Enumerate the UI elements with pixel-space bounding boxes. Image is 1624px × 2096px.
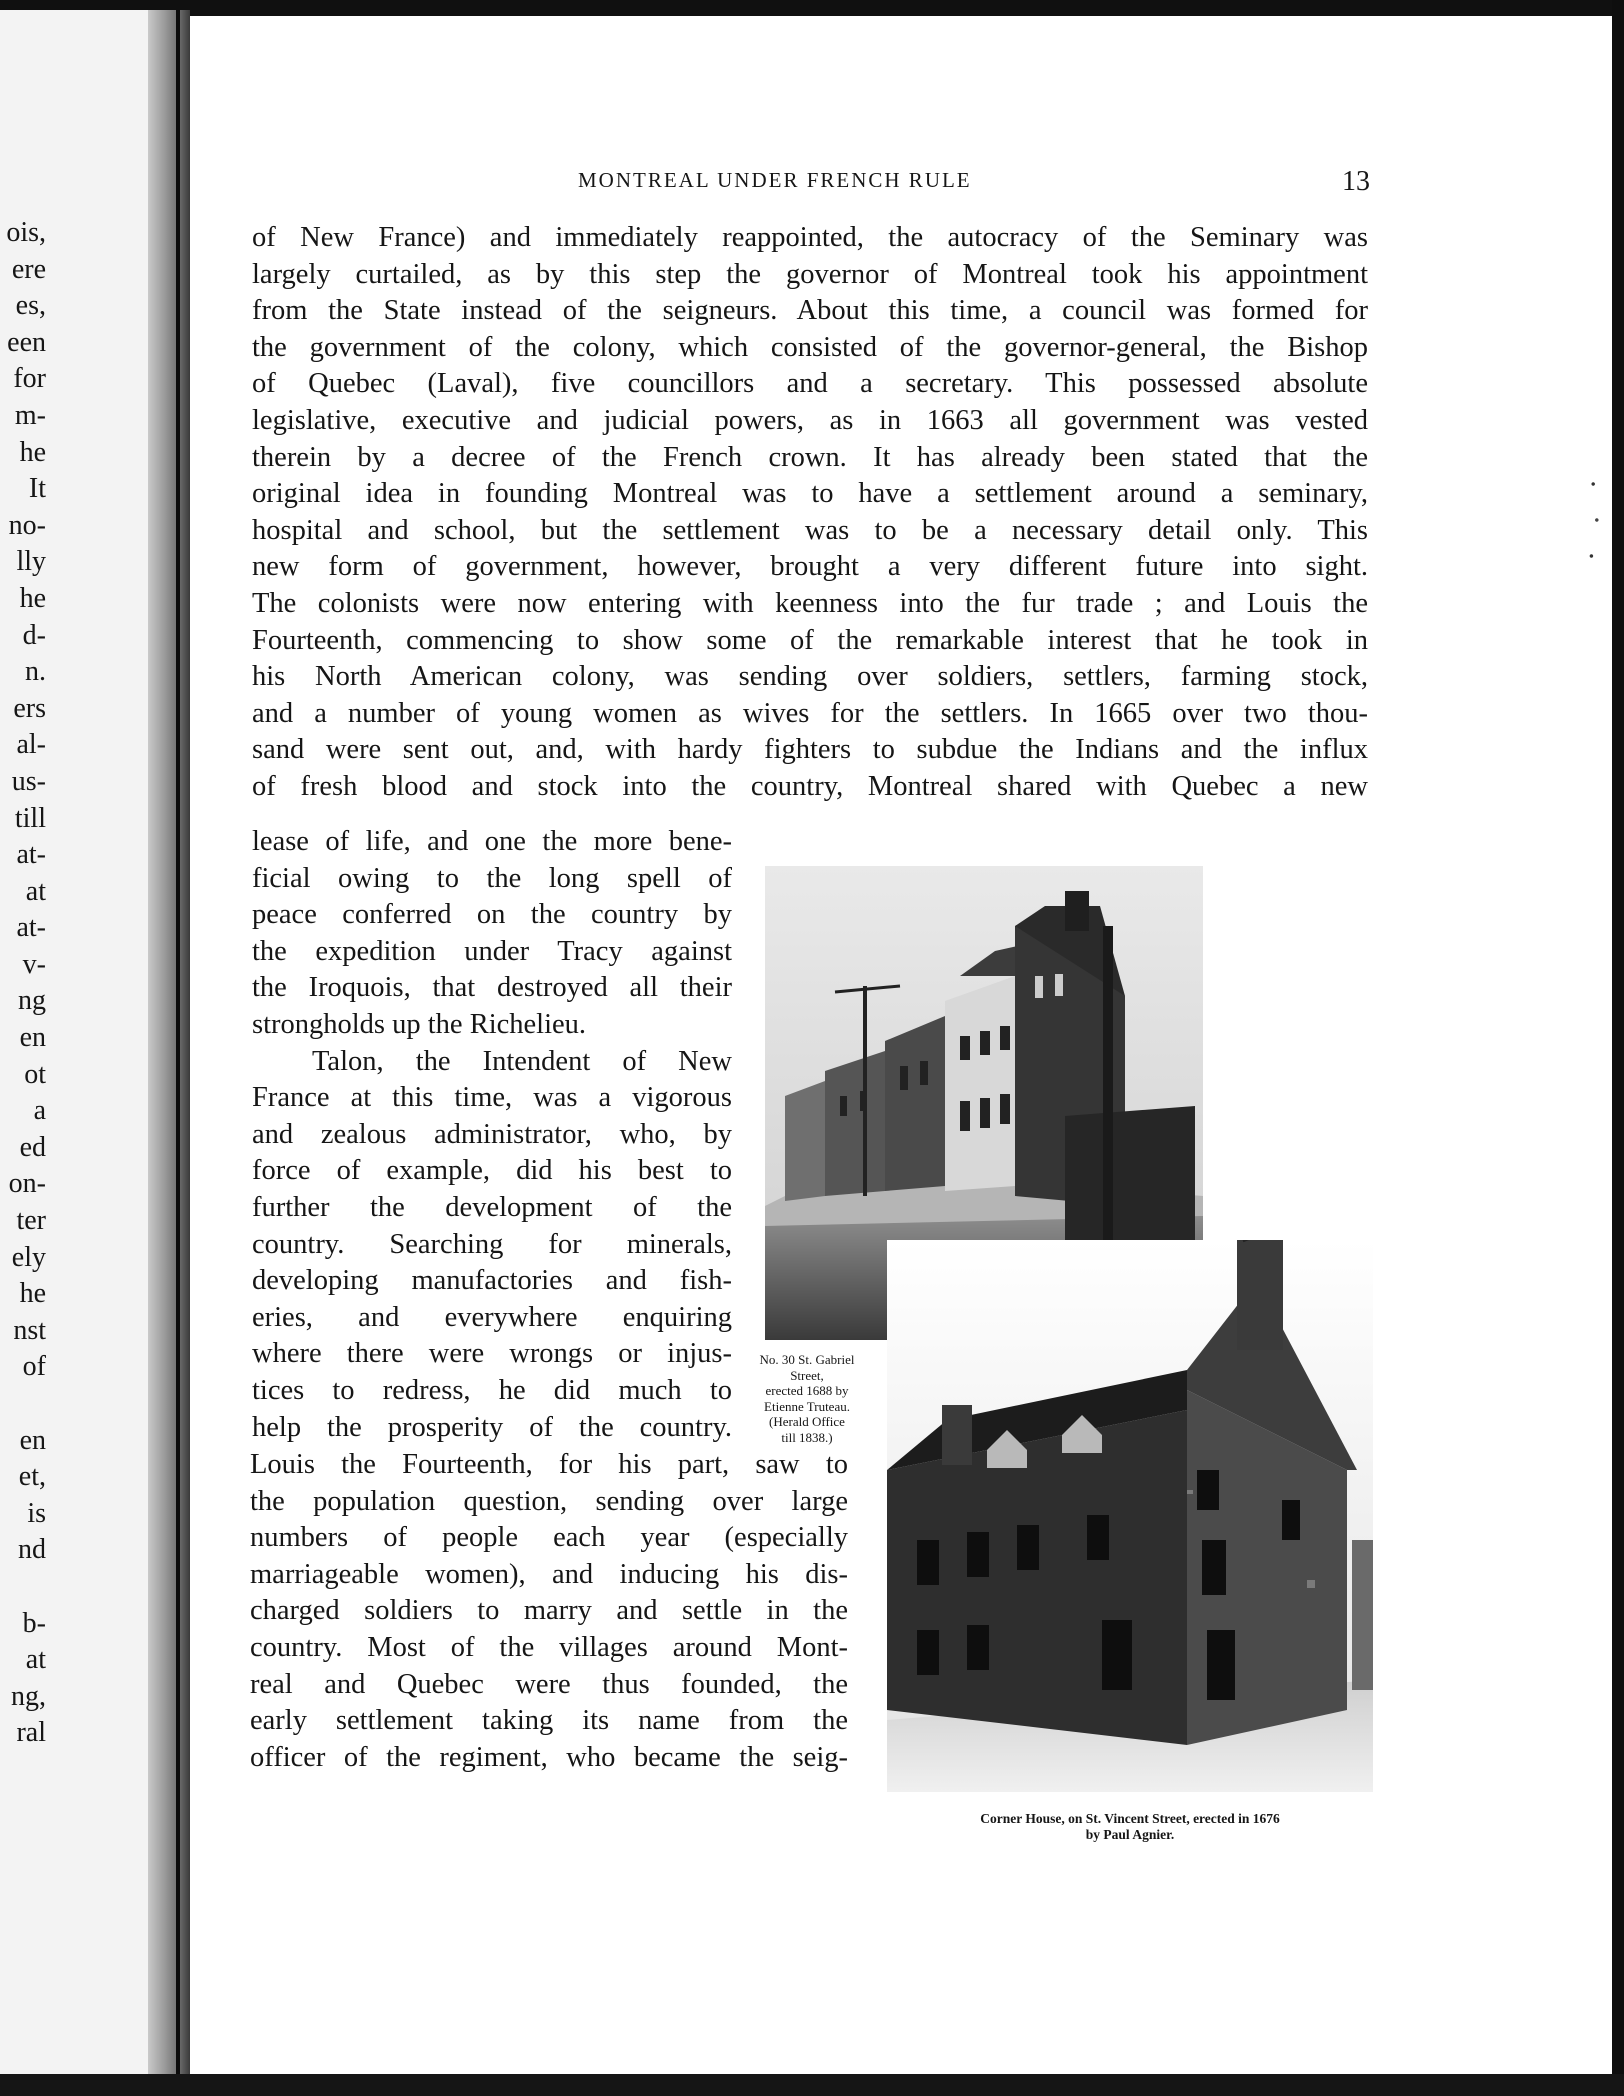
prev-fragment: et,	[18, 1461, 46, 1493]
text-line: The colonists were now entering with keenness into the fur trade ; and Louis the	[252, 587, 1368, 619]
prev-fragment: till	[14, 802, 46, 834]
text-line: Louis the Fourteenth, for his part, saw to	[250, 1449, 848, 1480]
prev-fragment: v-	[22, 948, 46, 980]
prev-fragment: en	[19, 1424, 46, 1456]
prev-fragment: ral	[16, 1717, 46, 1749]
text-line: the expedition under Tracy against	[252, 935, 732, 967]
text-line: therein by a decree of the French crown. It has already been stated that the	[252, 441, 1368, 473]
previous-page-text-fragments	[0, 215, 46, 1752]
text-line: hospital and school, but the settlement was to be a necessary detail only. This	[252, 514, 1368, 546]
caption-line: Street,	[790, 1367, 824, 1383]
prev-fragment: us-	[11, 765, 46, 797]
prev-fragment: nst	[13, 1314, 46, 1346]
text-line: his North American colony, was sending over soldiers, settlers, farming stock,	[252, 661, 1368, 693]
prev-fragment: ter	[16, 1205, 46, 1237]
prev-fragment: n.	[25, 656, 46, 688]
prev-fragment: no-	[8, 509, 46, 541]
text-line: from the State instead of the seigneurs. About this time, a council was formed for	[252, 295, 1368, 327]
caption-st-gabriel	[736, 1352, 878, 1445]
prev-fragment: at-	[16, 839, 46, 871]
text-line: and a number of young women as wives for the settlers. In 1665 over two thou-	[252, 697, 1368, 729]
caption-line: (Herald Office	[769, 1414, 845, 1429]
body-text-mid-column	[250, 1447, 848, 1776]
text-line: and zealous administrator, who, by	[252, 1118, 732, 1150]
prev-fragment: is	[27, 1497, 46, 1529]
text-line: the population question, sending over large	[250, 1485, 848, 1517]
text-line: where there were wrongs or injus-	[252, 1338, 732, 1370]
prev-fragment: ng,	[11, 1680, 46, 1712]
text-line: help the prosperity of the country.	[252, 1411, 732, 1443]
prev-fragment: It	[28, 473, 46, 505]
caption-line: till 1838.)	[781, 1429, 833, 1445]
prev-fragment: at	[25, 1644, 46, 1676]
prev-fragment: ed	[19, 1131, 46, 1163]
text-line: numbers of people each year (especially	[250, 1522, 848, 1554]
prev-fragment: nd	[18, 1534, 46, 1566]
text-line-indented: Talon, the Intendent of New	[312, 1045, 732, 1077]
caption-line: Corner House, on St. Vincent Street, erected in 1676	[980, 1811, 1280, 1826]
caption-line: Etienne Truteau.	[764, 1398, 850, 1414]
text-line: Fourteenth, commencing to show some of the remarkable interest that he took in	[252, 624, 1368, 656]
prev-fragment: d-	[22, 619, 46, 651]
text-line: lease of life, and one the more bene-	[252, 826, 732, 857]
text-line: country. Most of the villages around Mont-	[250, 1631, 848, 1663]
photo-st-vincent-corner-house	[887, 1240, 1373, 1792]
prev-fragment: ng	[18, 985, 46, 1017]
caption-st-vincent	[900, 1811, 1360, 1843]
prev-fragment: b-	[22, 1607, 46, 1639]
text-line: France at this time, was a vigorous	[252, 1082, 732, 1114]
prev-fragment: on-	[8, 1168, 46, 1200]
prev-fragment: ere	[11, 253, 46, 285]
text-line: peace conferred on the country by	[252, 899, 732, 931]
text-line: legislative, executive and judicial powers, as in 1663 all government was vested	[252, 404, 1368, 436]
text-line: largely curtailed, as by this step the governor of Montreal took his appointment	[252, 258, 1368, 290]
text-line: tices to redress, he did much to	[252, 1374, 732, 1406]
text-line: sand were sent out, and, with hardy fighters to subdue the Indians and the influx	[252, 734, 1368, 766]
text-line: country. Searching for minerals,	[252, 1228, 732, 1260]
caption-line: by Paul Agnier.	[1085, 1827, 1175, 1842]
prev-fragment: en	[19, 1022, 46, 1054]
text-line: marriageable women), and inducing his dis-	[250, 1558, 848, 1590]
prev-fragment: he	[19, 1278, 46, 1310]
prev-fragment: m-	[14, 399, 46, 431]
prev-fragment: lly	[16, 546, 46, 578]
book-gutter-line	[176, 10, 180, 2080]
prev-fragment: at	[25, 875, 46, 907]
text-line: ficial owing to the long spell of	[252, 862, 732, 894]
prev-fragment: for	[13, 363, 46, 395]
text-line: strongholds up the Richelieu.	[252, 1008, 587, 1040]
text-line: developing manufactories and fish-	[252, 1265, 732, 1297]
caption-line: erected 1688 by	[765, 1383, 849, 1398]
prev-fragment: ois,	[6, 217, 46, 248]
text-line: officer of the regiment, who became the seig-	[250, 1741, 848, 1773]
prev-fragment: een	[7, 326, 46, 358]
prev-fragment: ot	[24, 1058, 46, 1090]
prev-fragment: es,	[15, 290, 46, 322]
running-head: MONTREAL UNDER FRENCH RULE	[578, 168, 972, 192]
photo-st-vincent-corner-house-illustration	[887, 1240, 1373, 1792]
prev-fragment: of	[22, 1351, 46, 1383]
prev-fragment-gap	[0, 1569, 46, 1606]
text-line: eries, and everywhere enquiring	[252, 1301, 732, 1333]
scan-top-border	[0, 0, 1624, 16]
scan-bottom-border	[0, 2074, 1624, 2096]
prev-fragment: a	[33, 1095, 46, 1127]
text-line: force of example, did his best to	[252, 1155, 732, 1187]
text-line: of Quebec (Laval), five councillors and a secretary. This possessed absolute	[252, 368, 1368, 400]
text-line: real and Quebec were thus founded, the	[250, 1668, 848, 1700]
scan-right-border	[1612, 0, 1624, 2096]
prev-fragment: ers	[13, 692, 46, 724]
prev-fragment: ely	[11, 1241, 46, 1273]
text-line: the government of the colony, which consisted of the governor-general, the Bishop	[252, 331, 1368, 363]
prev-fragment: at-	[16, 912, 46, 944]
text-line: the Iroquois, that destroyed all their	[252, 972, 732, 1004]
prev-fragment-gap	[0, 1386, 46, 1423]
text-line: original idea in founding Montreal was to have a settlement around a seminary,	[252, 478, 1368, 510]
text-line: further the development of the	[252, 1191, 732, 1223]
text-line: early settlement taking its name from the	[250, 1705, 848, 1737]
prev-fragment: he	[19, 582, 46, 614]
text-line: new form of government, however, brought a very different future into sight.	[252, 551, 1368, 583]
book-spine-shadow	[148, 10, 190, 2080]
body-text-full-width	[252, 220, 1368, 806]
prev-fragment: he	[19, 436, 46, 468]
prev-fragment: al-	[16, 729, 46, 761]
caption-line: No. 30 St. Gabriel	[759, 1352, 855, 1367]
page-number: 13	[1342, 166, 1370, 197]
text-line: of fresh blood and stock into the country, Montreal shared with Quebec a new	[252, 770, 1368, 802]
text-line: of New France) and immediately reappointed, the autocracy of the Seminary was	[252, 222, 1368, 253]
text-line: charged soldiers to marry and settle in the	[250, 1595, 848, 1627]
page-edge-specks	[1586, 460, 1604, 580]
body-text-narrow-column	[252, 824, 732, 1446]
